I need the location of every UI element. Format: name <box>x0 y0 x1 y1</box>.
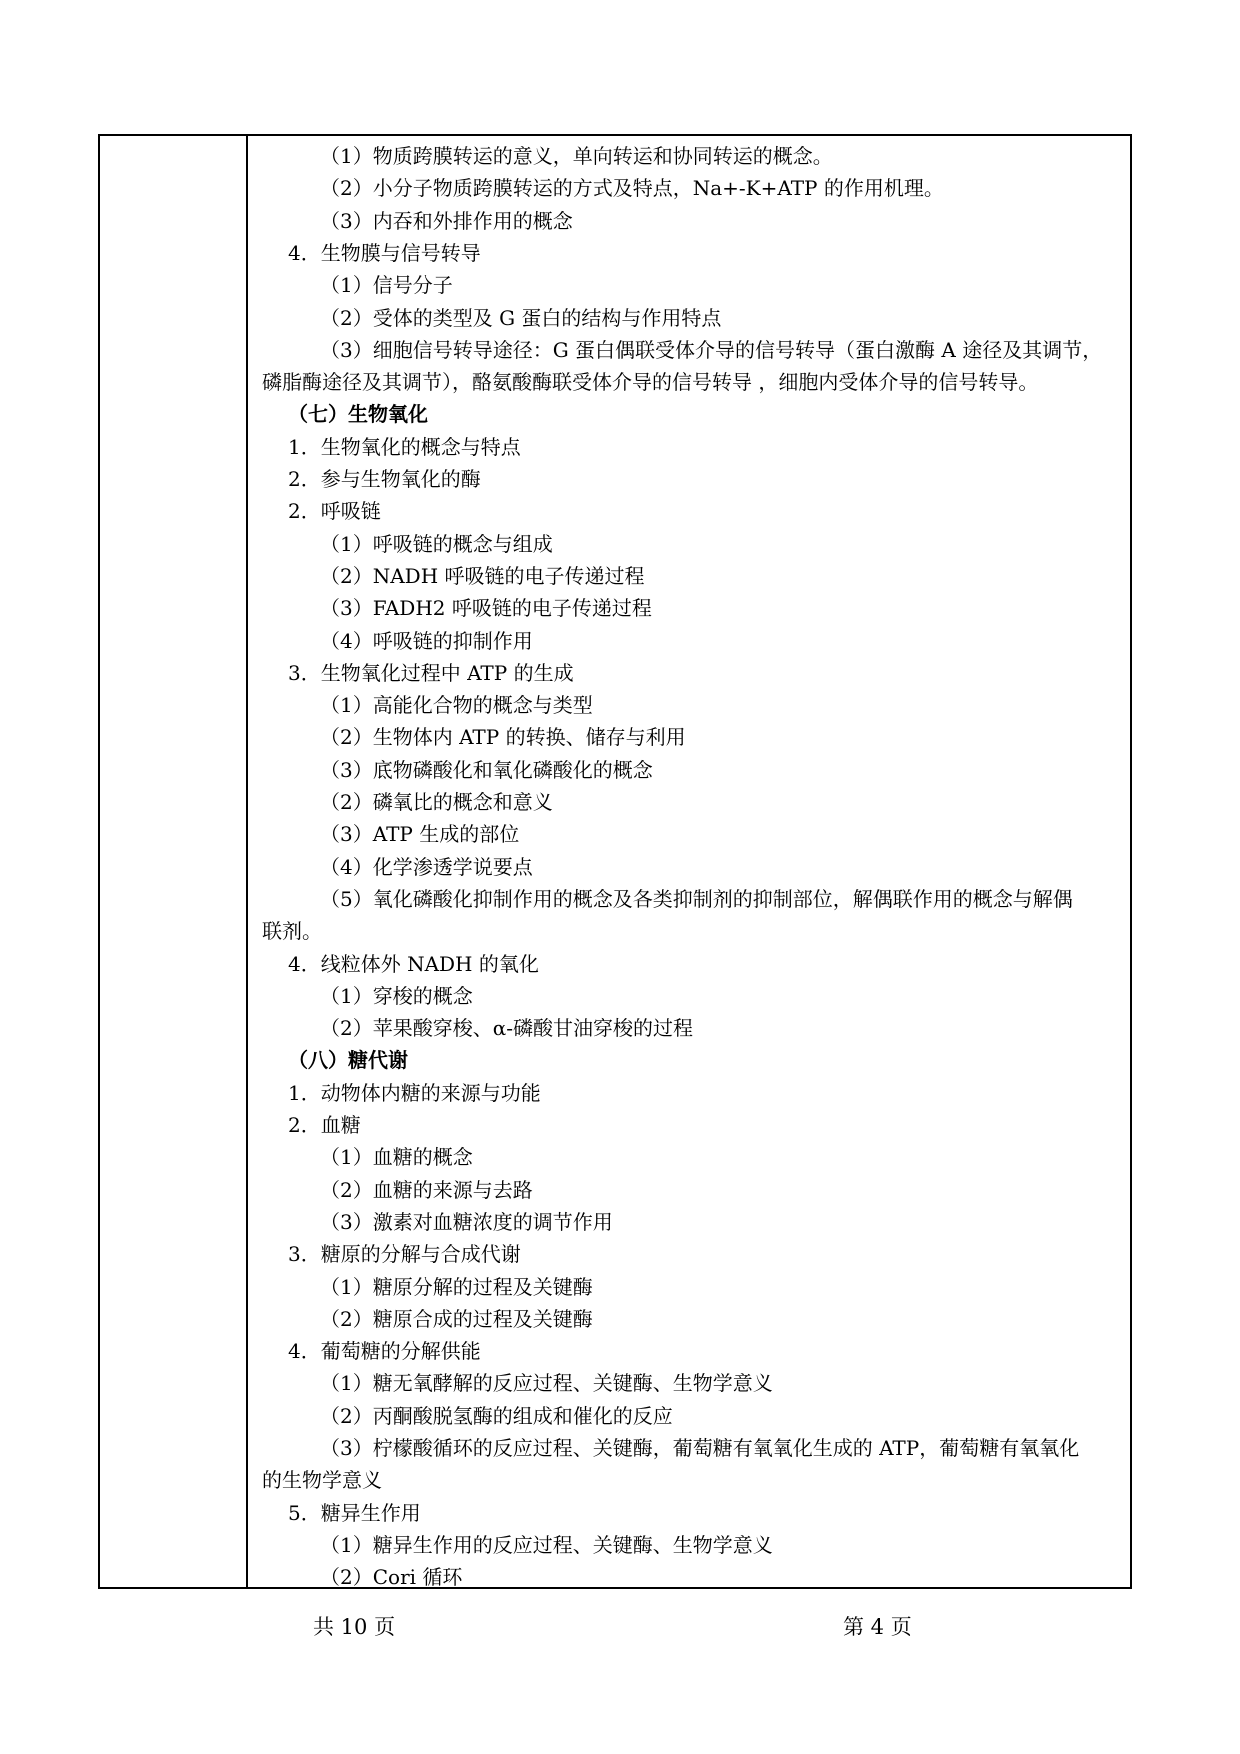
syllabus-line: （3）FADH2 呼吸链的电子传递过程 <box>320 596 652 621</box>
syllabus-line: 4．葡萄糖的分解供能 <box>288 1339 481 1364</box>
syllabus-line: （2）小分子物质跨膜转运的方式及特点，Na+-K+ATP 的作用机理。 <box>320 176 944 201</box>
syllabus-line: 3．生物氧化过程中 ATP 的生成 <box>288 660 574 685</box>
section-heading: （七）生物氧化 <box>288 402 428 427</box>
syllabus-line: （1）糖原分解的过程及关键酶 <box>320 1274 593 1299</box>
syllabus-line: （3）激素对血糖浓度的调节作用 <box>320 1209 613 1234</box>
syllabus-line: （3）ATP 生成的部位 <box>320 822 520 847</box>
syllabus-line: （2）受体的类型及 G 蛋白的结构与作用特点 <box>320 305 722 330</box>
syllabus-line: （3）细胞信号转导途径：G 蛋白偶联受体介导的信号转导（蛋白激酶 A 途径及其调节， <box>320 337 1103 362</box>
total-pages: 共 10 页 <box>313 1615 396 1639</box>
syllabus-line: （2）磷氧比的概念和意义 <box>320 790 553 814</box>
syllabus-line: 2．呼吸链 <box>288 499 381 524</box>
syllabus-line: 2．血糖 <box>288 1113 361 1137</box>
syllabus-line: 联剂。 <box>262 919 322 944</box>
syllabus-content <box>250 136 1130 1590</box>
syllabus-line: 3．糖原的分解与合成代谢 <box>288 1242 521 1267</box>
syllabus-line: 2．参与生物氧化的酶 <box>288 467 481 491</box>
syllabus-line: （1）高能化合物的概念与类型 <box>320 693 593 718</box>
syllabus-line: （1）呼吸链的概念与组成 <box>320 531 553 556</box>
syllabus-line: （1）信号分子 <box>320 273 453 298</box>
syllabus-line: （4）化学渗透学说要点 <box>320 854 533 879</box>
syllabus-line: （5）氧化磷酸化抑制作用的概念及各类抑制剂的抑制部位，解偶联作用的概念与解偶 <box>320 886 1073 911</box>
syllabus-line: （1）穿梭的概念 <box>320 983 473 1008</box>
syllabus-line: （3）内吞和外排作用的概念 <box>320 208 573 233</box>
syllabus-line: 4．生物膜与信号转导 <box>288 240 481 265</box>
syllabus-line: （2）Cori 循环 <box>320 1565 463 1590</box>
syllabus-line: （1）糖异生作用的反应过程、关键酶、生物学意义 <box>320 1532 773 1557</box>
syllabus-line: （2）血糖的来源与去路 <box>320 1177 533 1202</box>
syllabus-line: 的生物学意义 <box>262 1468 382 1493</box>
syllabus-line: 5．糖异生作用 <box>288 1500 421 1525</box>
syllabus-line: （2）糖原合成的过程及关键酶 <box>320 1306 593 1331</box>
syllabus-line: （2）NADH 呼吸链的电子传递过程 <box>320 563 645 588</box>
syllabus-line: （2）丙酮酸脱氢酶的组成和催化的反应 <box>320 1403 673 1428</box>
syllabus-line: （1）血糖的概念 <box>320 1145 473 1170</box>
content-table <box>98 134 1132 1589</box>
syllabus-line: （4）呼吸链的抑制作用 <box>320 628 533 653</box>
syllabus-line: （3）柠檬酸循环的反应过程、关键酶，葡萄糖有氧氧化生成的 ATP，葡萄糖有氧氧化 <box>320 1436 1080 1460</box>
syllabus-line: （3）底物磷酸化和氧化磷酸化的概念 <box>320 757 653 782</box>
syllabus-line: （1）物质跨膜转运的意义，单向转运和协同转运的概念。 <box>320 144 833 168</box>
page-number: 第 4 页 <box>843 1615 912 1639</box>
label-column <box>100 136 248 1587</box>
syllabus-line: （2）苹果酸穿梭、α-磷酸甘油穿梭的过程 <box>320 1016 693 1041</box>
syllabus-line: （1）糖无氧酵解的反应过程、关键酶、生物学意义 <box>320 1371 773 1396</box>
syllabus-line: 4．线粒体外 NADH 的氧化 <box>288 951 539 976</box>
section-heading: （八）糖代谢 <box>288 1048 408 1073</box>
syllabus-line: 1．动物体内糖的来源与功能 <box>288 1080 541 1105</box>
syllabus-line: 1．生物氧化的概念与特点 <box>288 434 521 459</box>
syllabus-line: 磷脂酶途径及其调节），酪氨酸酶联受体介导的信号转导 ，细胞内受体介导的信号转导。 <box>262 370 1039 395</box>
syllabus-line: （2）生物体内 ATP 的转换、储存与利用 <box>320 725 686 750</box>
